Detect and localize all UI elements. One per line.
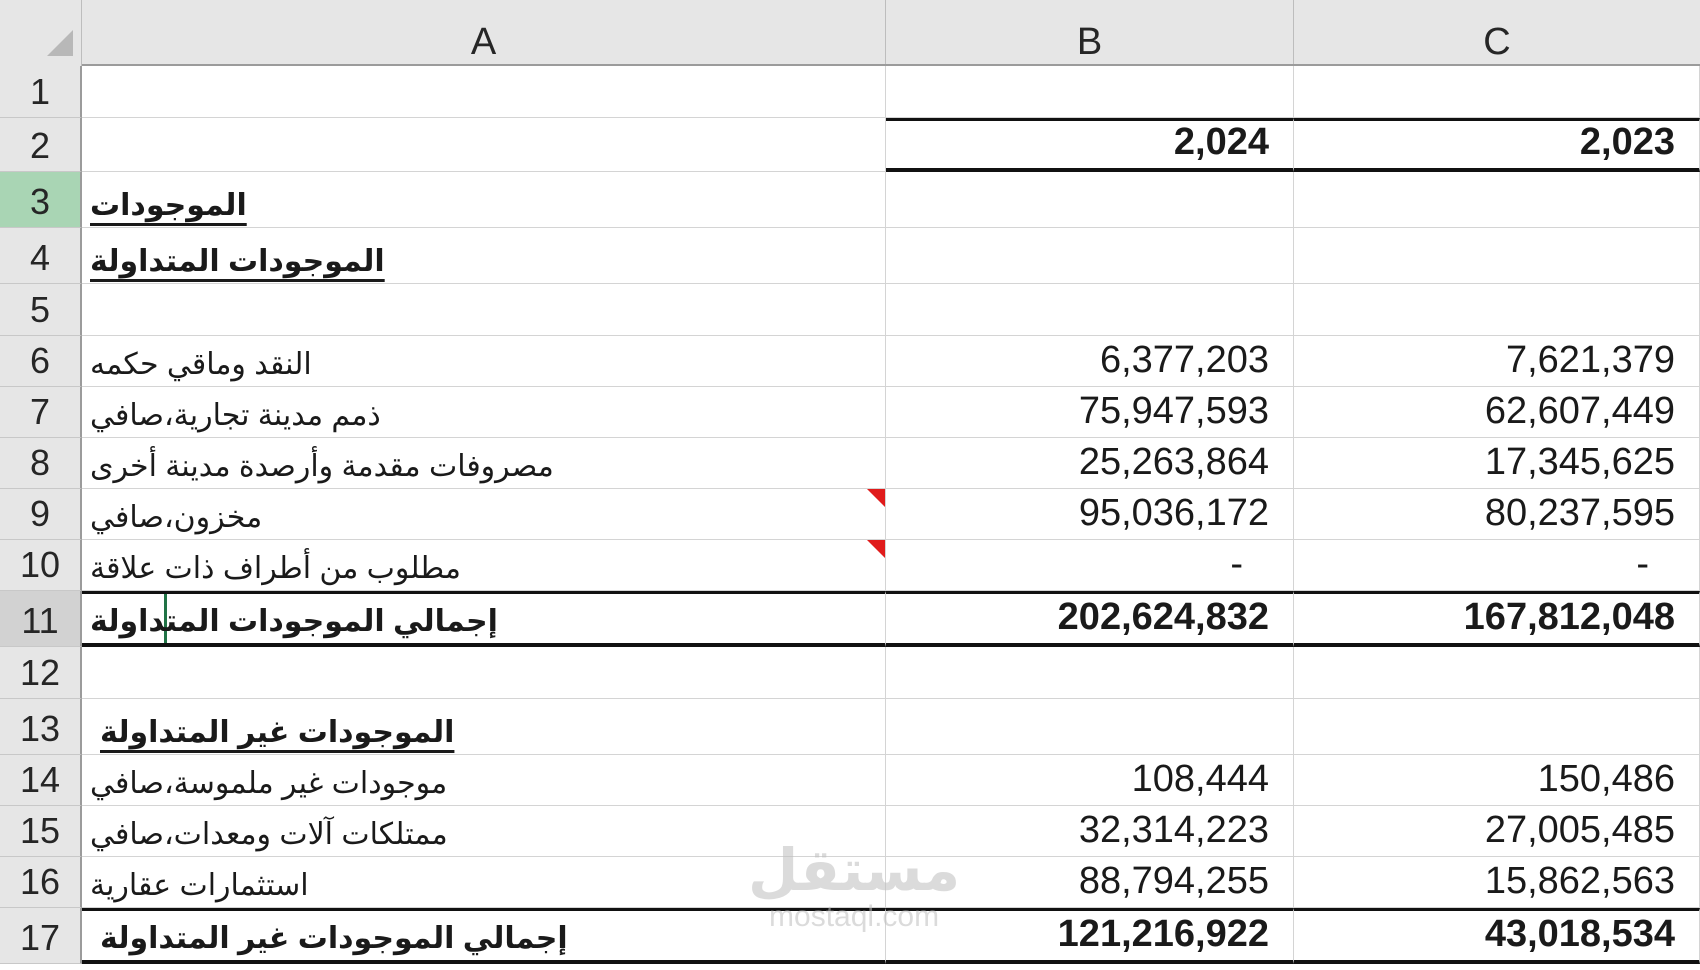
row-header-6[interactable]: 6: [0, 336, 82, 387]
row-2: [0, 118, 1700, 172]
cell-c1[interactable]: [1294, 66, 1700, 118]
cell-b5[interactable]: [886, 284, 1294, 336]
row-header-4[interactable]: 4: [0, 228, 82, 284]
cell-a16[interactable]: [82, 857, 886, 908]
cell-value: 62,607,449: [1484, 390, 1675, 432]
cell-c6[interactable]: [1294, 336, 1700, 387]
cell-value: 6,377,203: [1099, 339, 1269, 381]
row-label: استثمارات عقارية: [90, 869, 309, 902]
row-16: [0, 857, 1700, 908]
cell-c14[interactable]: [1294, 755, 1700, 806]
row-17: [0, 908, 1700, 964]
row-header-3[interactable]: 3: [0, 172, 82, 228]
cell-value: 121,216,922: [1057, 913, 1269, 955]
row-10: [0, 540, 1700, 591]
row-label: مطلوب من أطراف ذات علاقة: [90, 552, 461, 585]
cell-c13[interactable]: [1294, 699, 1700, 755]
cell-a1[interactable]: [82, 66, 886, 118]
row-14: [0, 755, 1700, 806]
cell-value: 17,345,625: [1484, 441, 1675, 483]
row-3: [0, 172, 1700, 228]
cell-value: 15,862,563: [1484, 860, 1675, 902]
cell-a14[interactable]: [82, 755, 886, 806]
cell-value: 88,794,255: [1078, 860, 1269, 902]
row-5: [0, 284, 1700, 336]
row-label: النقد وماقي حكمه: [90, 348, 312, 381]
cell-b9[interactable]: [886, 489, 1294, 540]
row-11: [0, 591, 1700, 647]
cell-a8[interactable]: [82, 438, 886, 489]
row-header-10[interactable]: 10: [0, 540, 82, 591]
column-header-a[interactable]: A: [82, 0, 886, 64]
column-header-b[interactable]: B: [886, 0, 1294, 64]
row-1: [0, 66, 1700, 118]
total-current-assets-label: إجمالي الموجودات المتداولة: [90, 605, 498, 638]
cell-b13[interactable]: [886, 699, 1294, 755]
cell-b4[interactable]: [886, 228, 1294, 284]
row-label: مصروفات مقدمة وأرصدة مدينة أخرى: [90, 450, 554, 483]
watermark-latin: mostaql.com: [769, 900, 940, 933]
cell-c3[interactable]: [1294, 172, 1700, 228]
cell-a10[interactable]: [82, 540, 886, 591]
cell-c2[interactable]: [1294, 118, 1700, 172]
cell-b17[interactable]: [886, 908, 1294, 964]
cell-a5[interactable]: [82, 284, 886, 336]
cell-c17[interactable]: [1294, 908, 1700, 964]
row-header-16[interactable]: 16: [0, 857, 82, 908]
cell-a17[interactable]: [82, 908, 886, 964]
row-header-12[interactable]: 12: [0, 647, 82, 699]
row-6: [0, 336, 1700, 387]
row-header-5[interactable]: 5: [0, 284, 82, 336]
cell-c16[interactable]: [1294, 857, 1700, 908]
cell-b15[interactable]: [886, 806, 1294, 857]
row-header-11[interactable]: 11: [0, 591, 82, 647]
row-label: ذمم مدينة تجارية،صافي: [90, 399, 381, 432]
cell-a15[interactable]: [82, 806, 886, 857]
cell-b1[interactable]: [886, 66, 1294, 118]
comment-indicator-icon[interactable]: [867, 540, 885, 558]
row-header-8[interactable]: 8: [0, 438, 82, 489]
select-all-triangle-icon: [47, 30, 73, 56]
cell-c9[interactable]: [1294, 489, 1700, 540]
row-header-13[interactable]: 13: [0, 699, 82, 755]
row-header-7[interactable]: 7: [0, 387, 82, 438]
cell-b7[interactable]: [886, 387, 1294, 438]
cell-value: -: [1230, 543, 1243, 585]
row-7: [0, 387, 1700, 438]
cell-value: 95,036,172: [1078, 492, 1269, 534]
cell-value: 43,018,534: [1484, 913, 1675, 955]
row-header-1[interactable]: 1: [0, 66, 82, 118]
row-header-17[interactable]: 17: [0, 908, 82, 964]
cell-c15[interactable]: [1294, 806, 1700, 857]
cell-a7[interactable]: [82, 387, 886, 438]
row-9: [0, 489, 1700, 540]
cell-a12[interactable]: [82, 647, 886, 699]
non-current-assets-heading: الموجودات غير المتداولة: [100, 716, 455, 749]
current-assets-heading: الموجودات المتداولة: [90, 245, 385, 278]
cell-a6[interactable]: [82, 336, 886, 387]
comment-indicator-icon[interactable]: [867, 489, 885, 507]
year-2024: 2,024: [1173, 121, 1269, 163]
cell-b3[interactable]: [886, 172, 1294, 228]
cell-value: 108,444: [1131, 758, 1269, 800]
cell-a11[interactable]: [82, 591, 886, 647]
cell-value: 25,263,864: [1078, 441, 1269, 483]
cell-c11[interactable]: [1294, 591, 1700, 647]
select-all-button[interactable]: [0, 0, 82, 66]
total-non-current-assets-label: إجمالي الموجودات غير المتداولة: [100, 922, 568, 955]
cell-value: 167,812,048: [1463, 596, 1675, 638]
cell-b8[interactable]: [886, 438, 1294, 489]
row-8: [0, 438, 1700, 489]
row-label: مخزون،صافي: [90, 501, 263, 534]
row-label: ممتلكات آلات ومعدات،صافي: [90, 818, 448, 851]
cell-value: 75,947,593: [1078, 390, 1269, 432]
cell-c8[interactable]: [1294, 438, 1700, 489]
row-13: [0, 699, 1700, 755]
cell-b12[interactable]: [886, 647, 1294, 699]
cell-a9[interactable]: [82, 489, 886, 540]
cell-b16[interactable]: [886, 857, 1294, 908]
cell-b6[interactable]: [886, 336, 1294, 387]
row-header-14[interactable]: 14: [0, 755, 82, 806]
cell-a13[interactable]: [82, 699, 886, 755]
cell-c10[interactable]: [1294, 540, 1700, 591]
cell-value: 7,621,379: [1505, 339, 1675, 381]
row-header-9[interactable]: 9: [0, 489, 82, 540]
cell-value: 80,237,595: [1484, 492, 1675, 534]
cell-a2[interactable]: [82, 118, 886, 172]
row-label: موجودات غير ملموسة،صافي: [90, 767, 448, 800]
cell-value: 150,486: [1537, 758, 1675, 800]
cell-b2[interactable]: [886, 118, 1294, 172]
cell-value: -: [1636, 543, 1649, 585]
cell-c7[interactable]: [1294, 387, 1700, 438]
column-header-bar: [0, 0, 1700, 66]
cell-b11[interactable]: [886, 591, 1294, 647]
cell-b14[interactable]: [886, 755, 1294, 806]
column-header-c[interactable]: C: [1483, 21, 1511, 63]
cell-b10[interactable]: [886, 540, 1294, 591]
cell-a3[interactable]: [82, 172, 886, 228]
row-15: [0, 806, 1700, 857]
cell-value: 32,314,223: [1078, 809, 1269, 851]
cell-c4[interactable]: [1294, 228, 1700, 284]
row-header-2[interactable]: 2: [0, 118, 82, 172]
cell-a4[interactable]: [82, 228, 886, 284]
year-2023: 2,023: [1579, 121, 1675, 163]
cell-value: 27,005,485: [1484, 809, 1675, 851]
row-12: [0, 647, 1700, 699]
cell-c12[interactable]: [1294, 647, 1700, 699]
row-4: [0, 228, 1700, 284]
row-header-15[interactable]: 15: [0, 806, 82, 857]
watermark-arabic: مستقل: [748, 838, 961, 903]
cell-value: 202,624,832: [1057, 596, 1269, 638]
assets-heading: الموجودات: [90, 189, 247, 222]
cell-c5[interactable]: [1294, 284, 1700, 336]
